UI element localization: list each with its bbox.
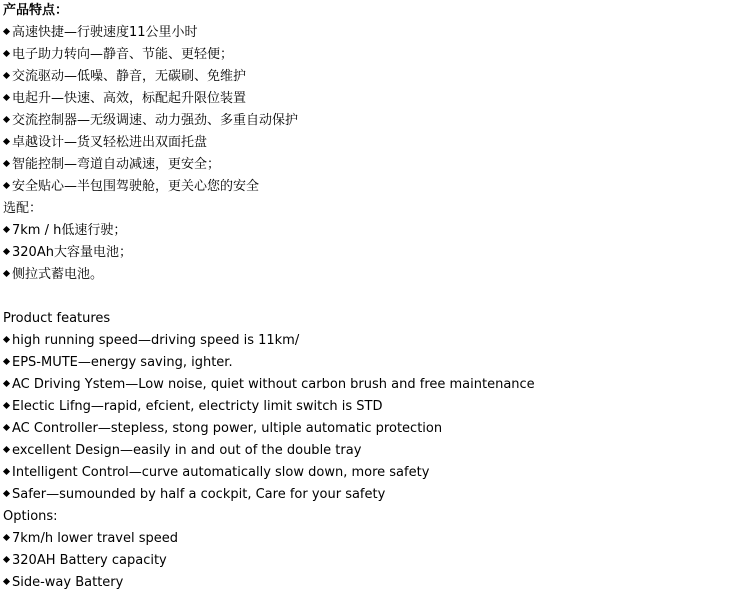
en-feature-item <box>3 352 748 374</box>
bullet-diamond-icon <box>3 578 10 585</box>
en-option-text: 320AH Battery capacity <box>12 553 167 568</box>
bullet-diamond-icon <box>3 336 10 343</box>
en-feature-item <box>3 396 748 418</box>
bullet-diamond-icon <box>3 182 10 189</box>
cn-feature-text: 电起升—快速、高效，标配起升限位装置 <box>12 91 247 106</box>
cn-feature-text: 电子助力转向—静音、节能、更轻便； <box>12 47 234 62</box>
cn-feature-text: 交流控制器—无级调速、动力强劲、多重自动保护 <box>12 113 299 128</box>
en-feature-text: EPS-MUTE—energy saving, ighter. <box>12 355 233 370</box>
bullet-diamond-icon <box>3 402 10 409</box>
en-feature-item <box>3 330 748 352</box>
cn-feature-item <box>3 22 748 44</box>
en-features-heading: Product features <box>3 311 111 326</box>
en-feature-text: excellent Design—easily in and out of the double tray <box>12 443 362 458</box>
bullet-diamond-icon <box>3 270 10 277</box>
bullet-diamond-icon <box>3 160 10 167</box>
en-feature-item <box>3 374 748 396</box>
en-feature-text: AC Controller—stepless, stong power, ultiple automatic protection <box>12 421 443 436</box>
en-feature-text: Electic Lifng—rapid, efcient, electricty limit switch is STD <box>12 399 383 414</box>
cn-option-text: 7km / h低速行驶； <box>12 223 127 238</box>
cn-feature-item <box>3 132 748 154</box>
cn-feature-text: 交流驱动—低噪、静音，无碳刷、免维护 <box>12 69 247 84</box>
en-feature-text: high running speed—driving speed is 11km/ <box>12 333 300 348</box>
cn-feature-text: 智能控制—弯道自动减速，更安全； <box>12 157 221 172</box>
bullet-diamond-icon <box>3 50 10 57</box>
en-feature-text: AC Driving Ystem—Low noise, quiet without carbon brush and free maintenance <box>12 377 535 392</box>
bullet-diamond-icon <box>3 446 10 453</box>
cn-option-item <box>3 242 748 264</box>
en-feature-text: Intelligent Control—curve automatically slow down, more safety <box>12 465 430 480</box>
bullet-diamond-icon <box>3 468 10 475</box>
cn-feature-item <box>3 44 748 66</box>
en-option-item <box>3 550 748 572</box>
en-option-item <box>3 528 748 550</box>
cn-option-item <box>3 264 748 286</box>
cn-option-item <box>3 220 748 242</box>
bullet-diamond-icon <box>3 138 10 145</box>
cn-option-text: 320Ah大容量电池； <box>12 245 132 260</box>
en-option-item <box>3 572 748 594</box>
cn-feature-text: 安全贴心—半包围驾驶舱，更关心您的安全 <box>12 179 260 194</box>
bullet-diamond-icon <box>3 534 10 541</box>
bullet-diamond-icon <box>3 226 10 233</box>
bullet-diamond-icon <box>3 358 10 365</box>
cn-feature-item <box>3 176 748 198</box>
bullet-diamond-icon <box>3 248 10 255</box>
bullet-diamond-icon <box>3 556 10 563</box>
cn-feature-text: 卓越设计—货叉轻松进出双面托盘 <box>12 135 208 150</box>
product-description <box>3 0 748 594</box>
en-feature-item <box>3 462 748 484</box>
cn-feature-item <box>3 154 748 176</box>
bullet-diamond-icon <box>3 380 10 387</box>
en-feature-item <box>3 418 748 440</box>
cn-feature-text: 高速快捷—行驶速度11公里小时 <box>12 25 198 40</box>
bullet-diamond-icon <box>3 72 10 79</box>
en-options-heading: Options: <box>3 509 58 524</box>
cn-options-heading: 选配： <box>3 201 43 216</box>
bullet-diamond-icon <box>3 116 10 123</box>
cn-feature-item <box>3 110 748 132</box>
en-option-text: 7km/h lower travel speed <box>12 531 179 546</box>
cn-features-heading: 产品特点： <box>3 3 69 18</box>
en-option-text: Side-way Battery <box>12 575 124 590</box>
bullet-diamond-icon <box>3 28 10 35</box>
bullet-diamond-icon <box>3 490 10 497</box>
cn-option-text: 侧拉式蓄电池。 <box>12 267 104 282</box>
en-feature-item <box>3 440 748 462</box>
en-feature-item <box>3 484 748 506</box>
cn-feature-item <box>3 66 748 88</box>
section-spacer <box>3 286 748 308</box>
en-feature-text: Safer—sumounded by half a cockpit, Care for your safety <box>12 487 386 502</box>
bullet-diamond-icon <box>3 94 10 101</box>
bullet-diamond-icon <box>3 424 10 431</box>
cn-feature-item <box>3 88 748 110</box>
